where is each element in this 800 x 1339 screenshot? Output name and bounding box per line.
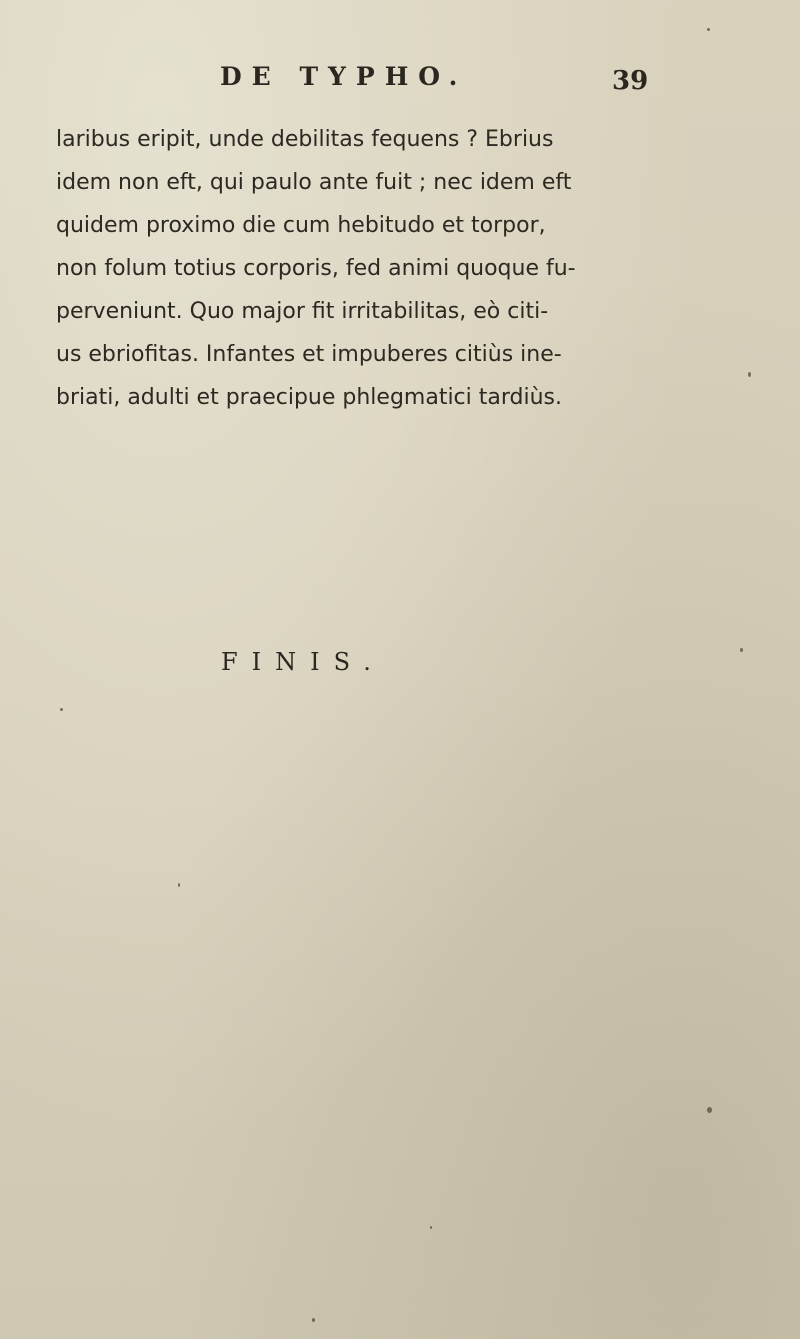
- running-title: DE TYPHO.: [220, 62, 468, 91]
- text-line: quidem proximo die cum hebitudo et torpor,: [56, 213, 546, 238]
- page-number: 39: [612, 66, 649, 96]
- paper-speck: [60, 708, 63, 711]
- text-line: us ebriofitas. Infantes et impuberes citiùs ine-: [56, 342, 562, 367]
- colophon-finis: FINIS.: [221, 648, 385, 676]
- paper-speck: [430, 1226, 432, 1229]
- paper-speck: [707, 1107, 712, 1113]
- paper-speck: [178, 883, 180, 887]
- paper-speck: [748, 372, 751, 377]
- text-line: briati, adulti et praecipue phlegmatici tardiùs.: [56, 385, 562, 410]
- body-text: [56, 118, 656, 419]
- text-line: non folum totius corporis, fed animi quoque fu-: [56, 256, 576, 281]
- text-line: idem non eft, qui paulo ante fuit ; nec idem eft: [56, 170, 572, 195]
- paper-speck: [707, 28, 710, 31]
- text-line: laribus eripit, unde debilitas fequens ? Ebrius: [56, 127, 554, 152]
- paper-speck: [312, 1318, 315, 1322]
- page-header: [0, 60, 800, 100]
- paper-speck: [740, 648, 743, 652]
- text-line: perveniunt. Quo major fit irritabilitas, eò citi-: [56, 299, 549, 324]
